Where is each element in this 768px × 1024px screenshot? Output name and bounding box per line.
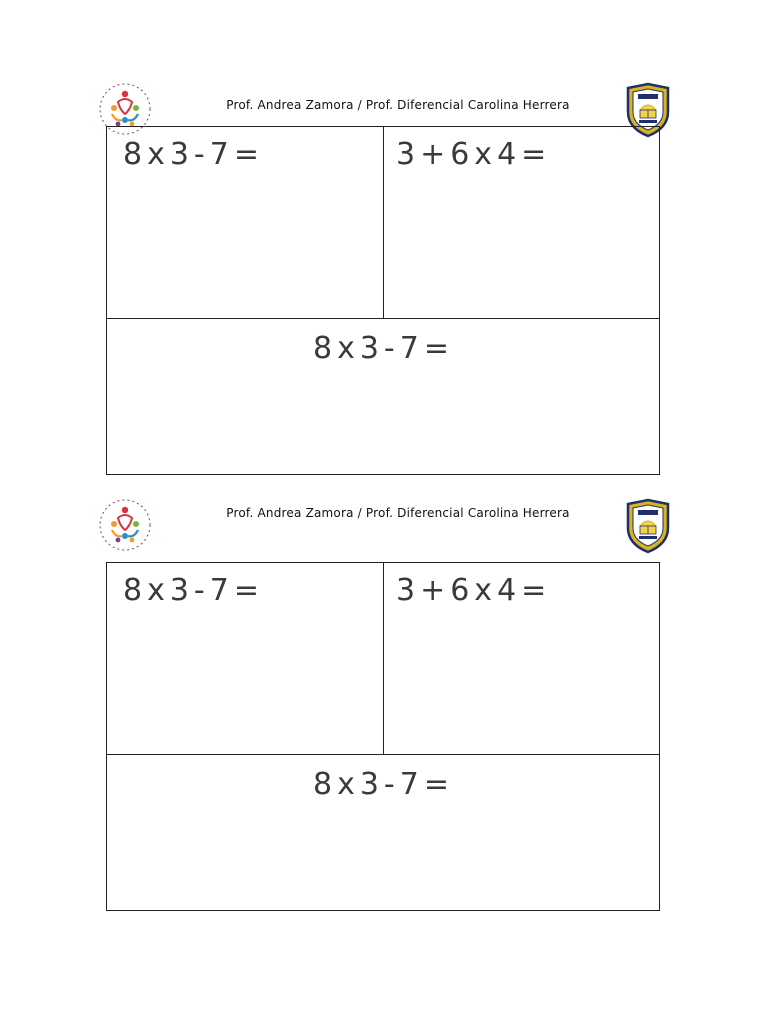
- header-teachers: Prof. Andrea Zamora / Prof. Diferencial Carolina Herrera: [226, 506, 570, 520]
- problem-expression: 8x3-7=: [313, 331, 454, 366]
- problem-expression: 3+6x4=: [396, 573, 552, 608]
- inclusion-logo-icon: [96, 496, 154, 554]
- problem-cell[interactable]: [107, 127, 384, 319]
- exercise-grid: [106, 562, 660, 911]
- problem-expression: 8x3-7=: [123, 573, 264, 608]
- school-seal-icon: [624, 498, 672, 554]
- header-teachers: Prof. Andrea Zamora / Prof. Diferencial Carolina Herrera: [226, 98, 570, 112]
- problem-cell[interactable]: [384, 563, 660, 755]
- problem-expression: 8x3-7=: [313, 767, 454, 802]
- exercise-grid: [106, 126, 660, 475]
- problem-expression: 8x3-7=: [123, 137, 264, 172]
- problem-cell[interactable]: [107, 755, 660, 911]
- problem-expression: 3+6x4=: [396, 137, 552, 172]
- problem-cell[interactable]: [107, 563, 384, 755]
- problem-cell[interactable]: [384, 127, 660, 319]
- problem-cell[interactable]: [107, 319, 660, 475]
